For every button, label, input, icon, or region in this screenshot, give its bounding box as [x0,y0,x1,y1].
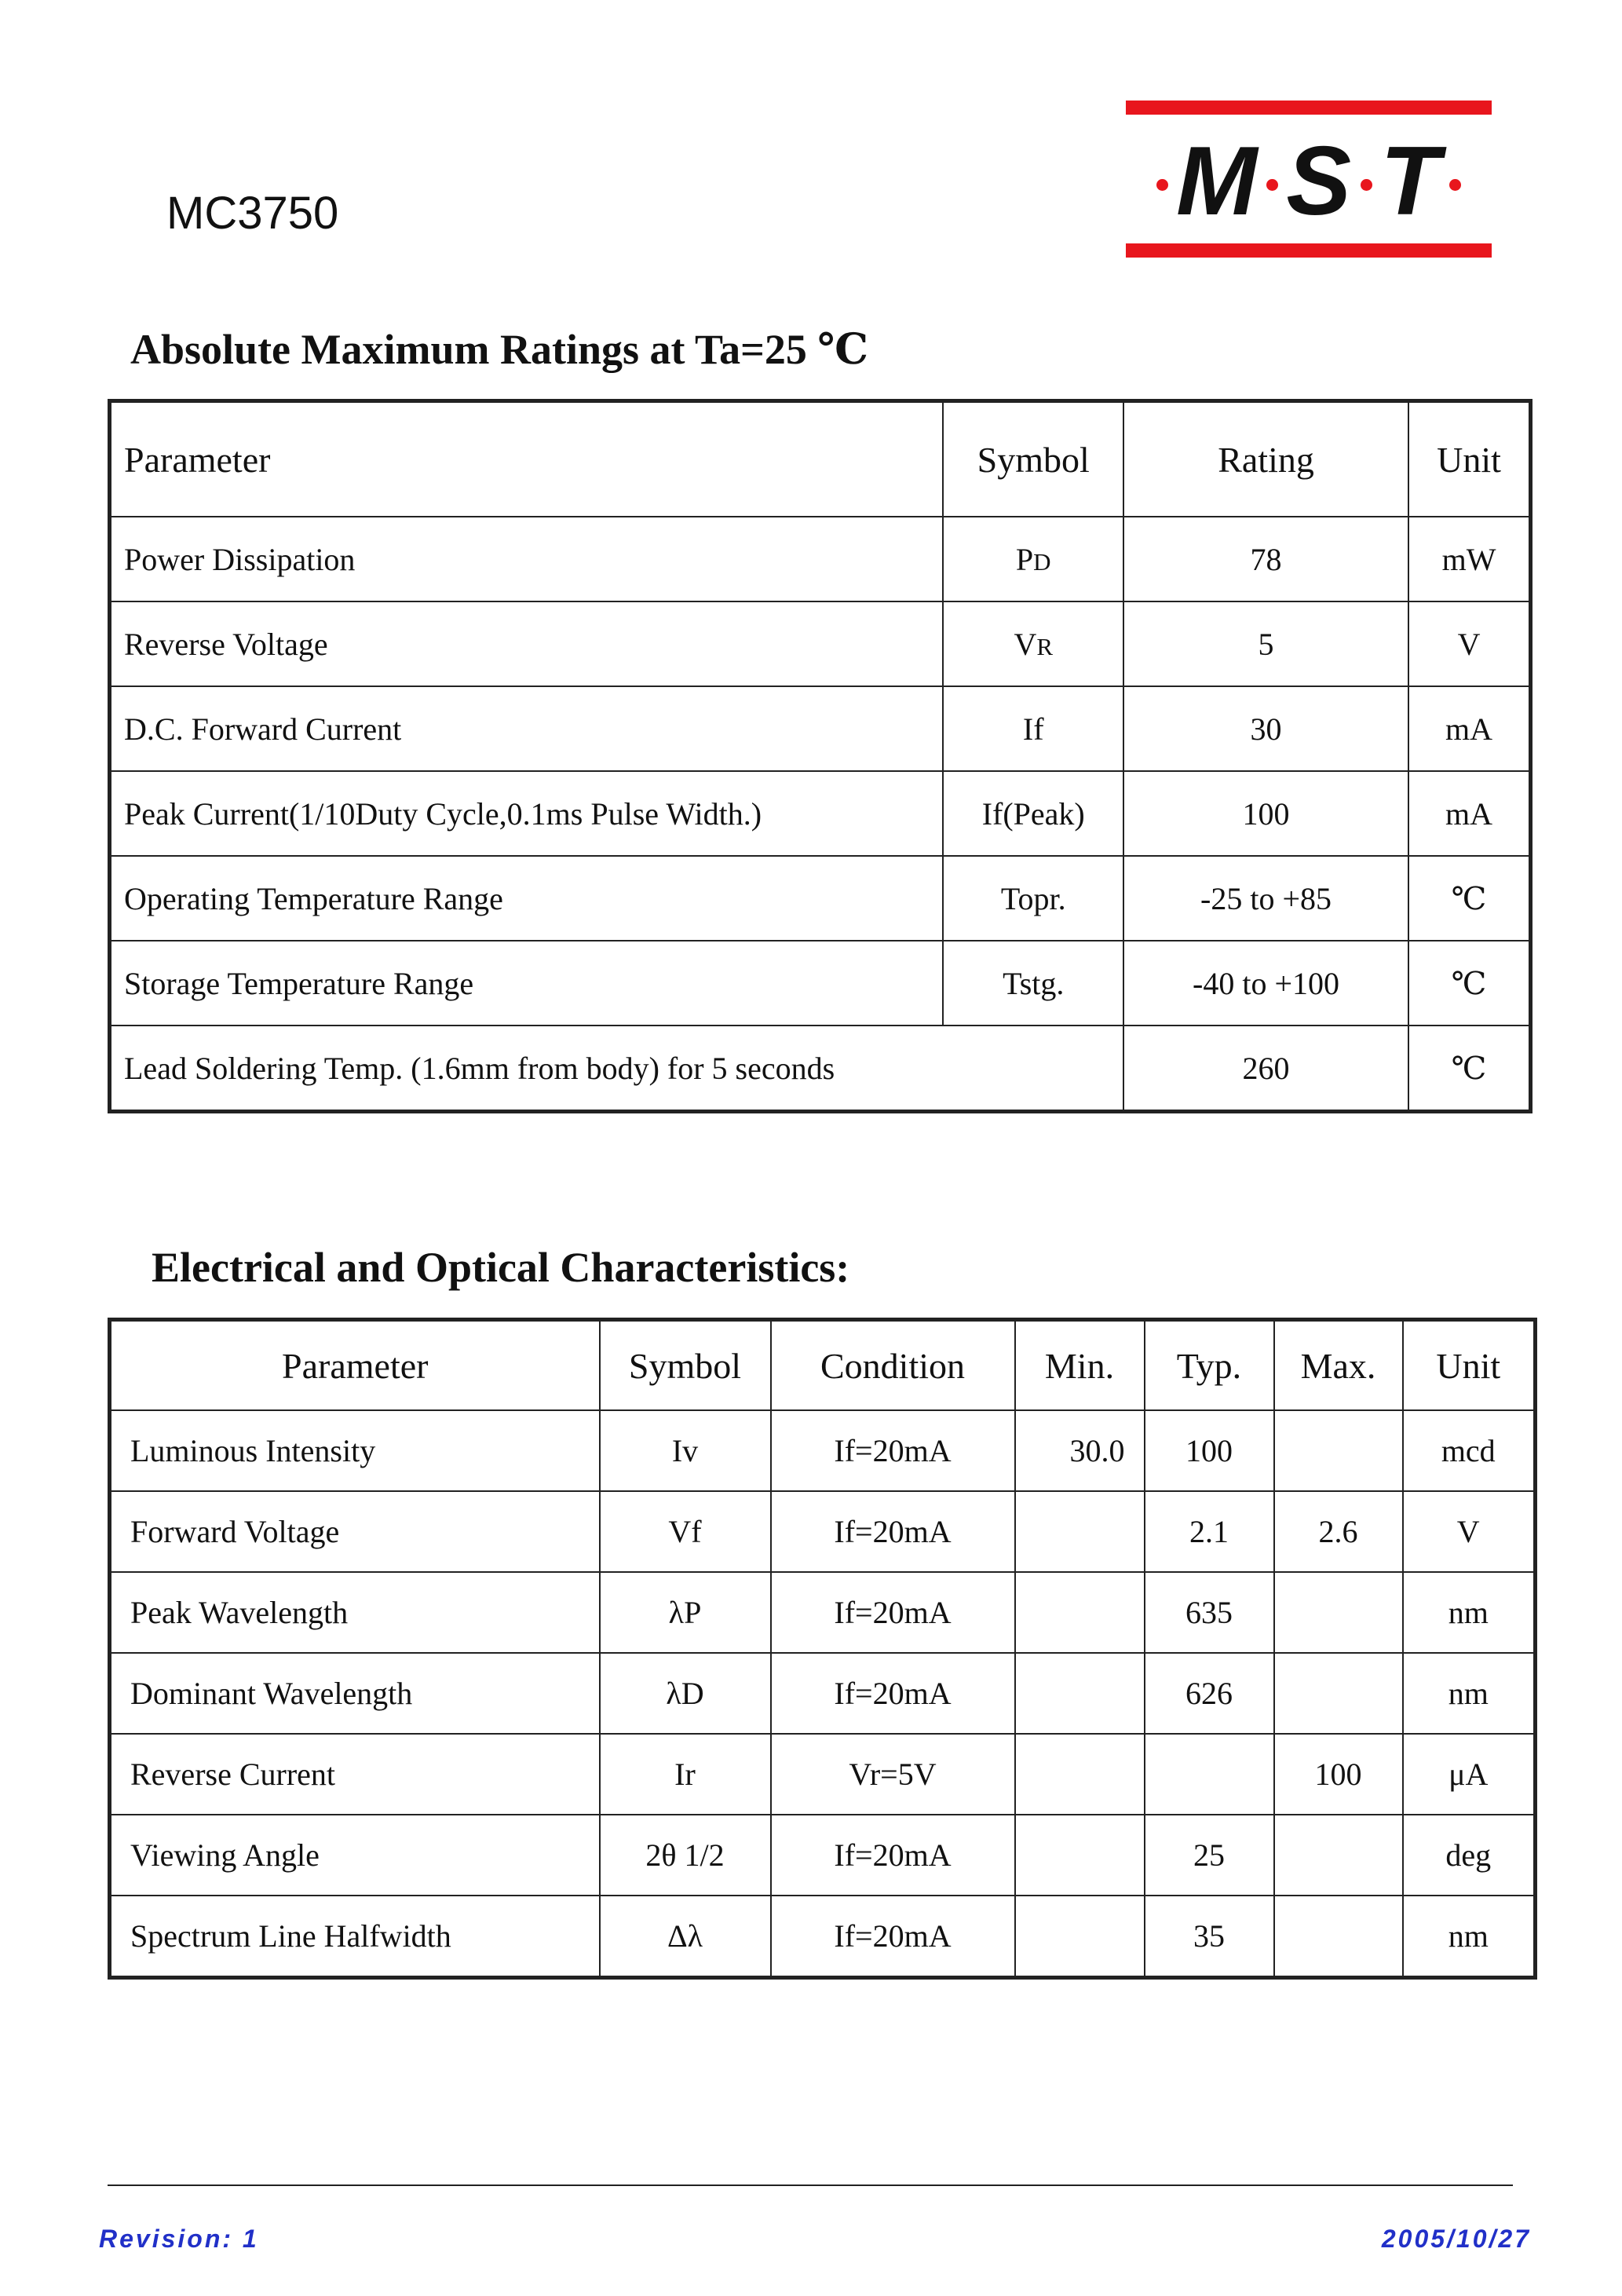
rating-cell: 78 [1123,517,1408,601]
parameter-cell: Peak Wavelength [110,1572,600,1653]
col-header-max: Max. [1274,1320,1403,1411]
col-header-rating: Rating [1123,401,1408,517]
table-row [110,1491,1536,1572]
typ-cell: 35 [1145,1896,1274,1978]
symbol-cell: 2θ 1/2 [600,1815,771,1896]
unit-cell: μA [1403,1734,1536,1815]
typ-cell: 2.1 [1145,1491,1274,1572]
rating-cell: -40 to +100 [1123,941,1408,1026]
condition-cell: If=20mA [771,1815,1015,1896]
condition-cell: If=20mA [771,1896,1015,1978]
unit-cell: mA [1408,686,1530,771]
unit-cell: nm [1403,1653,1536,1734]
rating-cell: 30 [1123,686,1408,771]
col-header-min: Min. [1015,1320,1145,1411]
logo-dot [1449,179,1461,191]
table-row [110,771,1531,856]
unit-cell: nm [1403,1572,1536,1653]
table-row [110,1026,1531,1112]
col-header-condition: Condition [771,1320,1015,1411]
symbol-subscript: D [1033,547,1051,576]
parameter-cell: Luminous Intensity [110,1410,600,1491]
symbol-cell [943,601,1123,686]
symbol-cell: λP [600,1572,771,1653]
part-number: MC3750 [166,188,339,239]
col-header-parameter: Parameter [110,401,944,517]
characteristics-table [108,1318,1537,1980]
characteristics-title: Electrical and Optical Characteristics: [152,1244,850,1291]
symbol-cell: Vf [600,1491,771,1572]
max-cell [1274,1815,1403,1896]
min-cell [1015,1653,1145,1734]
revision-label: Revision: 1 [99,2225,259,2253]
min-cell [1015,1572,1145,1653]
logo-dot [1361,179,1372,191]
table-row [110,1734,1536,1815]
typ-cell: 100 [1145,1410,1274,1491]
parameter-cell: Reverse Current [110,1734,600,1815]
characteristics-header-row [110,1320,1536,1411]
parameter-cell: Viewing Angle [110,1815,600,1896]
symbol-main: V [1014,626,1037,662]
table-row [110,686,1531,771]
parameter-cell: Peak Current(1/10Duty Cycle,0.1ms Pulse Width.) [110,771,944,856]
typ-cell [1145,1734,1274,1815]
table-row [110,941,1531,1026]
parameter-cell: Forward Voltage [110,1491,600,1572]
col-header-unit: Unit [1403,1320,1536,1411]
table-row [110,856,1531,941]
table-row [110,1572,1536,1653]
logo-letter-t: T [1380,127,1441,236]
unit-cell: mA [1408,771,1530,856]
logo-mark [1126,122,1492,240]
rating-cell: 260 [1123,1026,1408,1112]
symbol-main: P [1015,541,1034,577]
unit-cell: mcd [1403,1410,1536,1491]
typ-cell: 626 [1145,1653,1274,1734]
min-cell [1015,1815,1145,1896]
parameter-cell: Storage Temperature Range [110,941,944,1026]
symbol-cell: Tstg. [943,941,1123,1026]
condition-cell: If=20mA [771,1410,1015,1491]
symbol-cell: If [943,686,1123,771]
symbol-cell: λD [600,1653,771,1734]
table-row [110,1653,1536,1734]
min-cell [1015,1491,1145,1572]
mst-logo [1126,101,1492,258]
table-row [110,1896,1536,1978]
table-row [110,1410,1536,1491]
parameter-cell: Dominant Wavelength [110,1653,600,1734]
footer-divider [108,2184,1513,2186]
table-row [110,1815,1536,1896]
typ-cell: 25 [1145,1815,1274,1896]
unit-cell: nm [1403,1896,1536,1978]
symbol-cell: Ir [600,1734,771,1815]
parameter-cell: D.C. Forward Current [110,686,944,771]
col-header-unit: Unit [1408,401,1530,517]
table-row [110,601,1531,686]
parameter-cell: Reverse Voltage [110,601,944,686]
parameter-cell: Operating Temperature Range [110,856,944,941]
min-cell: 30.0 [1015,1410,1145,1491]
unit-cell: ℃ [1408,856,1530,941]
max-cell: 2.6 [1274,1491,1403,1572]
condition-cell: If=20mA [771,1572,1015,1653]
parameter-cell: Spectrum Line Halfwidth [110,1896,600,1978]
logo-bottom-bar [1126,243,1492,258]
symbol-cell: If(Peak) [943,771,1123,856]
max-cell: 100 [1274,1734,1403,1815]
condition-cell: Vr=5V [771,1734,1015,1815]
unit-cell: V [1408,601,1530,686]
unit-cell: V [1403,1491,1536,1572]
symbol-cell: Δλ [600,1896,771,1978]
parameter-cell: Power Dissipation [110,517,944,601]
symbol-cell: Iv [600,1410,771,1491]
max-cell [1274,1653,1403,1734]
ratings-header-row [110,401,1531,517]
unit-cell: deg [1403,1815,1536,1896]
max-cell [1274,1896,1403,1978]
unit-cell: ℃ [1408,1026,1530,1112]
logo-letter-m: M [1176,127,1259,236]
min-cell [1015,1734,1145,1815]
min-cell [1015,1896,1145,1978]
ratings-table [108,399,1532,1113]
unit-cell: ℃ [1408,941,1530,1026]
symbol-subscript: R [1036,632,1054,660]
ratings-title: Absolute Maximum Ratings at Ta=25 ℃ [130,326,869,373]
max-cell [1274,1410,1403,1491]
logo-top-bar [1126,101,1492,115]
logo-letter-s: S [1286,127,1353,236]
max-cell [1274,1572,1403,1653]
rating-cell: 5 [1123,601,1408,686]
col-header-symbol: Symbol [943,401,1123,517]
col-header-parameter: Parameter [110,1320,600,1411]
condition-cell: If=20mA [771,1653,1015,1734]
condition-cell: If=20mA [771,1491,1015,1572]
symbol-cell [943,517,1123,601]
logo-dot [1156,179,1168,191]
rating-cell: 100 [1123,771,1408,856]
unit-cell: mW [1408,517,1530,601]
col-header-typ: Typ. [1145,1320,1274,1411]
typ-cell: 635 [1145,1572,1274,1653]
parameter-cell: Lead Soldering Temp. (1.6mm from body) for 5 seconds [110,1026,1124,1112]
revision-date: 2005/10/27 [1381,2225,1531,2253]
col-header-symbol: Symbol [600,1320,771,1411]
symbol-cell: Topr. [943,856,1123,941]
table-row [110,517,1531,601]
logo-dot [1266,179,1278,191]
rating-cell: -25 to +85 [1123,856,1408,941]
